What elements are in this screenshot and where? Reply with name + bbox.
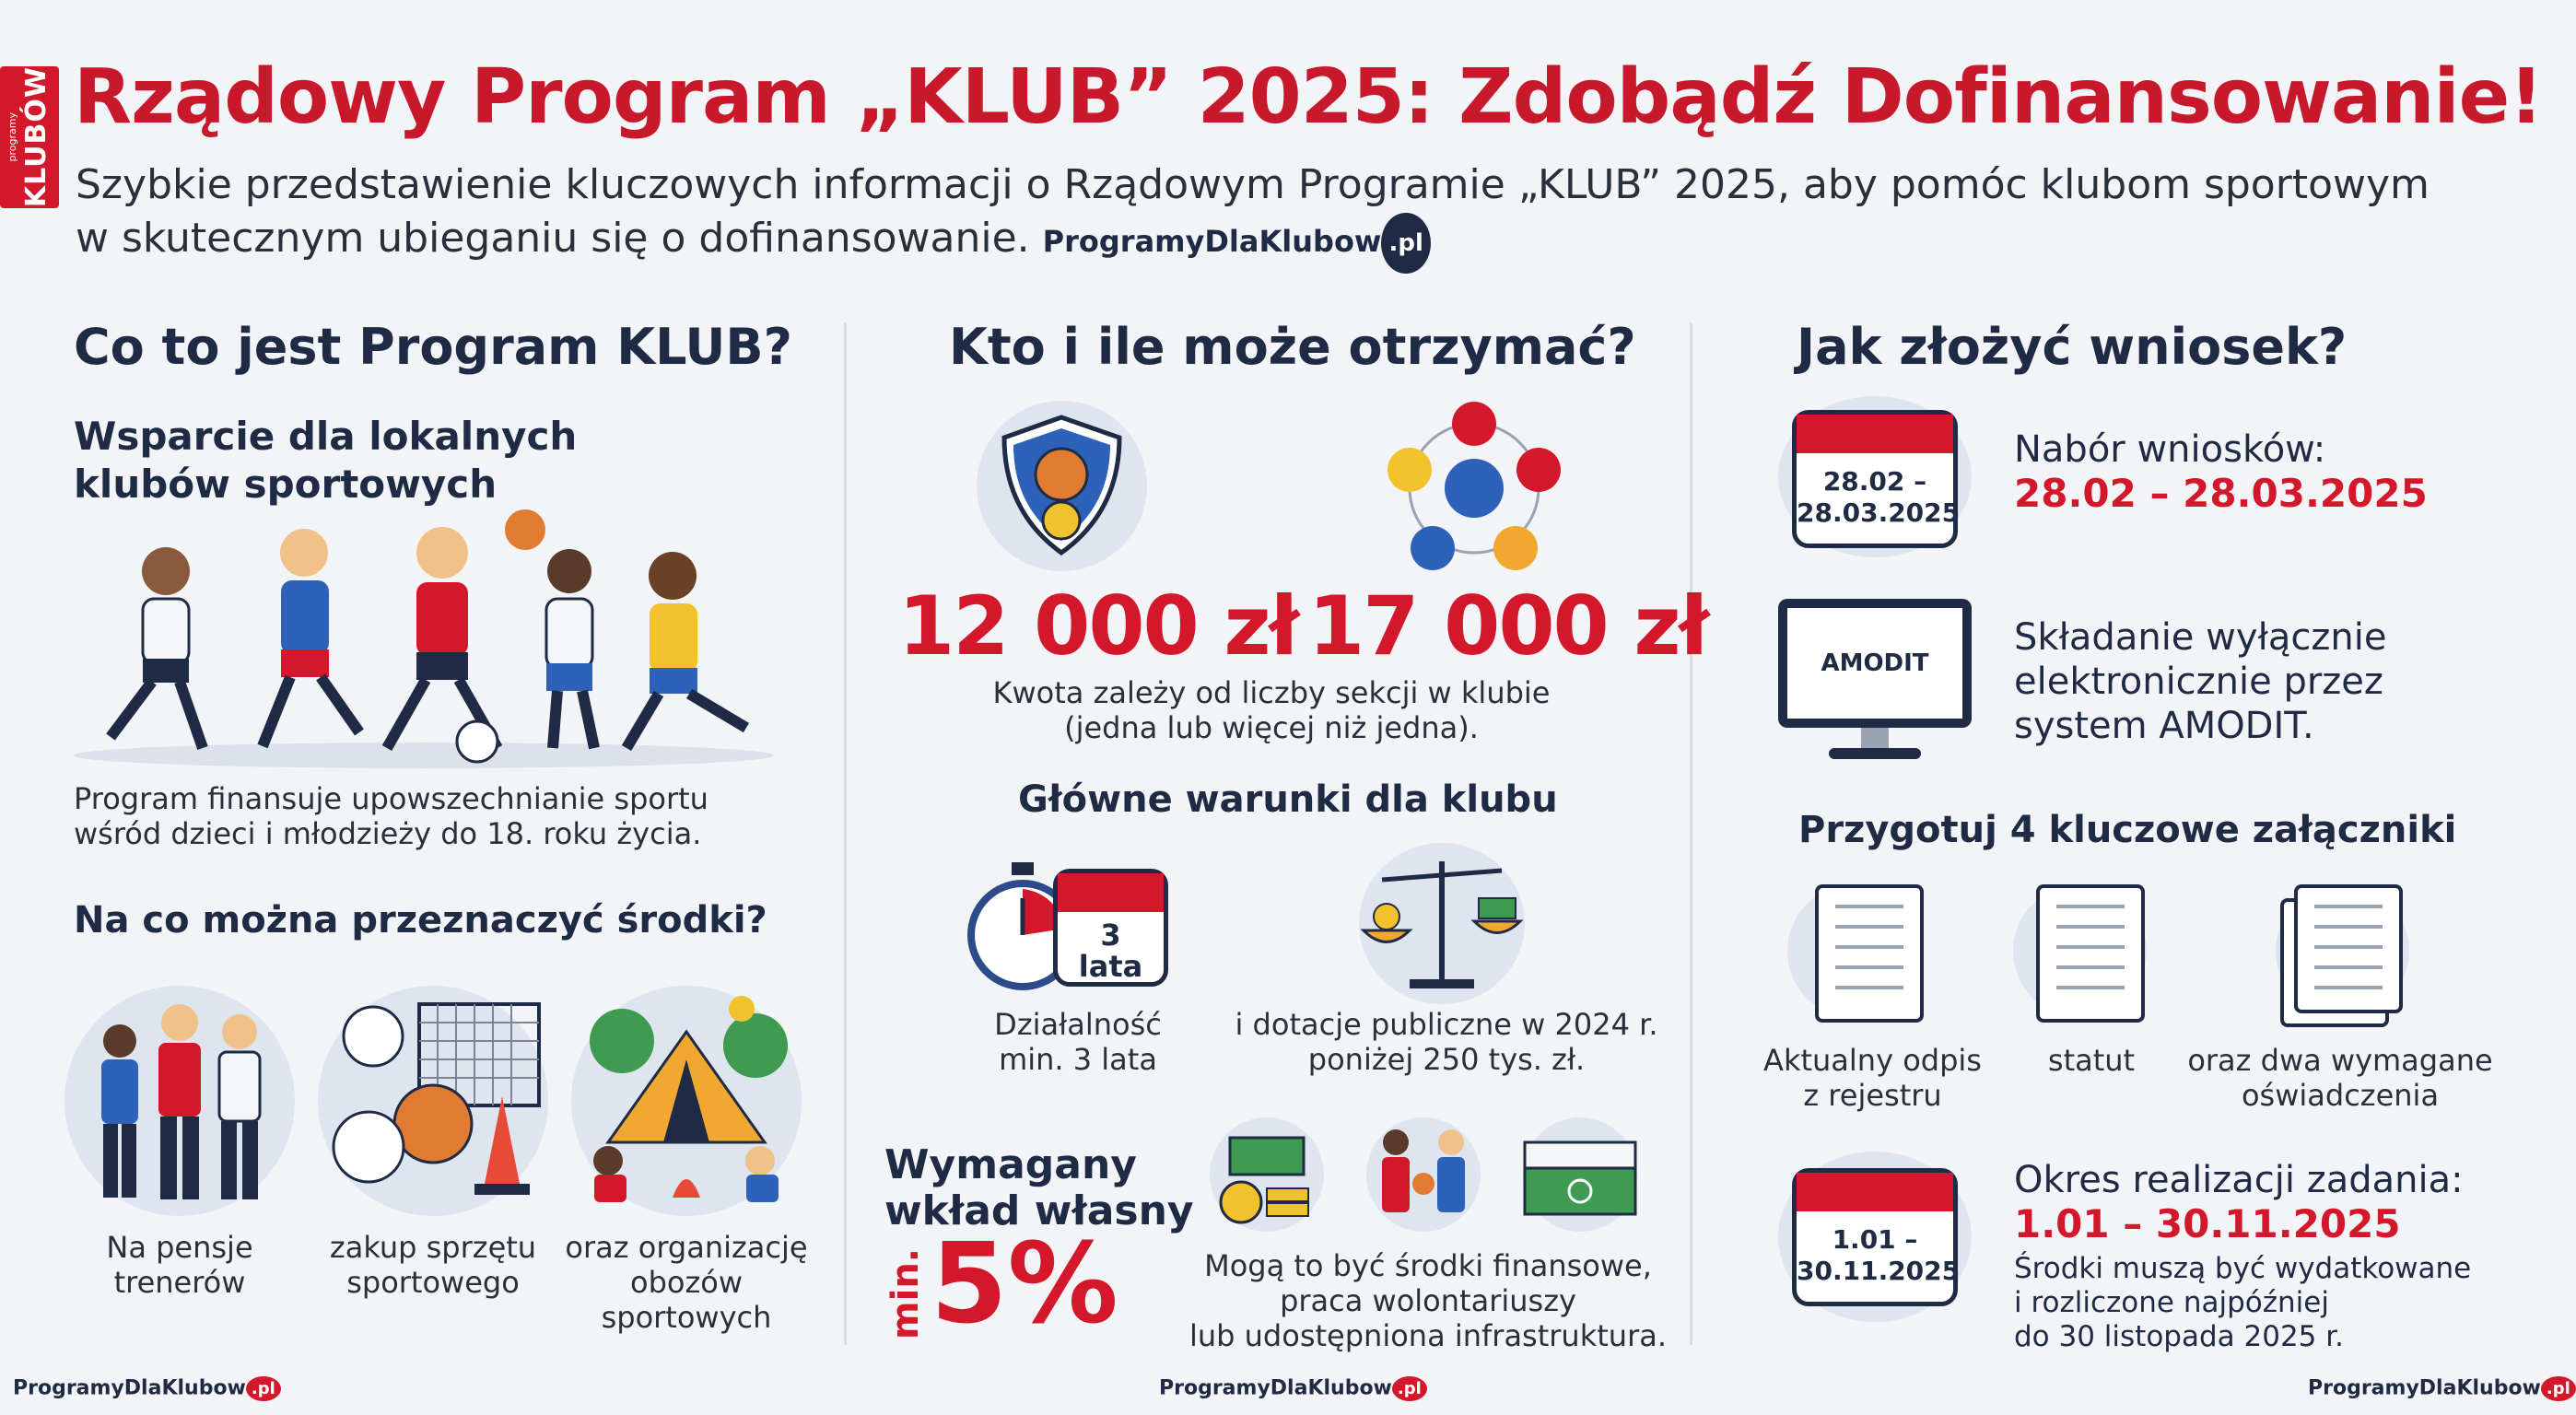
footer-brand-right[interactable]: [2308, 1376, 2576, 1401]
header-brand[interactable]: [1043, 224, 1431, 259]
contribution-note-line-2: praca wolontariuszy: [1280, 1283, 1576, 1318]
contribution-note-line-3: lub udostępniona infrastruktura.: [1188, 1318, 1667, 1353]
cal1-line-2: 28.03.2025: [1797, 497, 1961, 528]
attachments-heading: Przygotuj 4 kluczowe załączniki: [1798, 809, 2457, 851]
doc-2-line-1: statut: [2047, 1043, 2136, 1078]
header-brand-name: ProgramyDlaKlubow: [1042, 224, 1382, 259]
realization-label: Okres realizacji zadania:: [2014, 1159, 2464, 1201]
funds-heading: Na co można przeznaczyć środki?: [74, 899, 767, 941]
col1-subheading-line-1: Wsparcie dla lokalnych: [74, 414, 578, 459]
doc-3-line-1: oraz dwa wymagane: [2187, 1043, 2493, 1078]
col1-subheading: [74, 413, 577, 509]
page-title: Rządowy Program „KLUB” 2025: Zdobądź Dofinansowanie!: [74, 53, 2543, 141]
calendar-number: 3: [1100, 918, 1121, 953]
doc-1-line-2: z rejestru: [1803, 1078, 1942, 1113]
footer-brand-center-name: ProgramyDlaKlubow: [1159, 1376, 1392, 1400]
condition-activity: [958, 1007, 1198, 1077]
realization-note-line-1: Środki muszą być wydatkowane: [2014, 1252, 2472, 1285]
own-heading-line-2: wkład własny: [884, 1187, 1194, 1234]
fund-item-2-line-2: sportowego: [346, 1265, 520, 1300]
subtitle-line-2: [76, 212, 2434, 274]
header-brand-tld: .pl: [1381, 213, 1430, 274]
doc-1-line-1: Aktualny odpis: [1763, 1043, 1982, 1078]
realization-note-line-2: i rozliczone najpóźniej: [2014, 1286, 2329, 1319]
side-logo-text: KLUBÓW: [20, 66, 53, 208]
footer-brand-left-tld: .pl: [246, 1376, 281, 1401]
fund-item-coaches: [64, 1230, 295, 1300]
cal2-line-2: 30.11.2025: [1797, 1256, 1961, 1286]
kid-3-icon: [387, 527, 498, 762]
page-subtitle: [76, 158, 2434, 274]
realization-dates: 1.01 – 30.11.2025: [2014, 1201, 2401, 1246]
contribution-note: [1188, 1248, 1668, 1353]
statute-document-icon: [2036, 884, 2145, 1023]
recruitment-dates: 28.02 – 28.03.2025: [2014, 471, 2428, 516]
contribution-note-line-1: Mogą to być środki finansowe,: [1204, 1248, 1652, 1283]
recruitment-calendar: [1792, 410, 1961, 548]
fund-item-3-line-2: obozów: [629, 1265, 743, 1300]
col2-heading: Kto i ile może otrzymać?: [949, 318, 1636, 376]
own-min-label: min.: [884, 1248, 927, 1340]
col1-desc-line-1: Program finansuje upowszechnianie sportu: [74, 781, 708, 816]
side-logo: [0, 66, 59, 208]
realization-info: [2014, 1159, 2471, 1354]
multi-sport-icon: [1382, 396, 1566, 580]
footer-brand-center[interactable]: [1159, 1376, 1427, 1401]
own-heading-line-1: Wymagany: [884, 1141, 1137, 1188]
col3-heading: Jak złożyć wniosek?: [1797, 318, 2348, 376]
condition-2-line-1: i dotacje publiczne w 2024 r.: [1235, 1007, 1658, 1042]
footer-brand-right-tld: .pl: [2541, 1376, 2576, 1401]
amount-note: [903, 675, 1640, 745]
subtitle-line-1: Szybkie przedstawienie kluczowych informacji o Rządowym Programie „KLUB” 2025, aby pomóc klubom sportowym: [76, 161, 2430, 208]
submission-line-1: Składanie wyłącznie: [2014, 616, 2387, 659]
doc-3-line-2: oświadczenia: [2241, 1078, 2440, 1113]
submission-info: [2014, 615, 2386, 748]
three-years-calendar: [1053, 869, 1168, 987]
calendar-word: lata: [1078, 949, 1143, 984]
footer-brand-left[interactable]: [13, 1376, 281, 1401]
coaches-icon: [64, 986, 295, 1216]
cal1-line-1: 28.02 –: [1822, 466, 1927, 497]
scales-money-icon: [1359, 843, 1525, 1004]
sports-equipment-icon: [318, 986, 548, 1216]
col1-subheading-line-2: klubów sportowych: [74, 462, 498, 507]
fund-item-3-line-1: oraz organizację: [565, 1230, 808, 1265]
kid-1-icon: [111, 547, 203, 748]
condition-1-line-1: Działalność: [994, 1007, 1162, 1042]
cal2-line-1: 1.01 –: [1832, 1224, 1918, 1255]
amount-note-line-2: (jedna lub więcej niż jedna).: [1064, 710, 1479, 745]
footer-brand-left-name: ProgramyDlaKlubow: [13, 1376, 246, 1400]
fund-item-equipment: [309, 1230, 557, 1300]
recruitment-info: [2014, 428, 2428, 516]
amodit-logo: AMODIT: [1821, 649, 1929, 677]
fund-item-2-line-1: zakup sprzętu: [329, 1230, 537, 1265]
amount-note-line-1: Kwota zależy od liczby sekcji w klubie: [992, 675, 1551, 710]
doc-registry-label: [1751, 1043, 1995, 1113]
column-divider-2: [1690, 322, 1692, 1345]
footer-brand-right-name: ProgramyDlaKlubow: [2308, 1376, 2541, 1400]
realization-calendar: [1792, 1168, 1961, 1306]
registry-document-icon: [1815, 884, 1924, 1023]
fund-item-3-line-3: sportowych: [601, 1300, 772, 1335]
kid-5-icon: [626, 552, 746, 748]
amount-one-section: 12 000 zł: [898, 579, 1298, 673]
fund-item-1-line-2: trenerów: [113, 1265, 246, 1300]
kid-4-icon: [505, 509, 594, 748]
kid-2-icon: [263, 529, 359, 746]
side-logo-small: programy: [6, 112, 18, 162]
subtitle-line-2-text: w skutecznym ubieganiu się o dofinansowanie.: [76, 215, 1030, 262]
col1-desc-line-2: wśród dzieci i młodzieży do 18. roku życia.: [74, 816, 702, 851]
fund-item-1-line-1: Na pensje: [106, 1230, 253, 1265]
col1-heading: Co to jest Program KLUB?: [74, 318, 792, 376]
doc-declarations-label: [2184, 1043, 2497, 1113]
footer-brand-center-tld: .pl: [1392, 1376, 1427, 1401]
sports-camp-icon: [571, 986, 802, 1216]
submission-line-3: system AMODIT.: [2014, 705, 2314, 747]
realization-note: [2014, 1252, 2471, 1354]
own-percent: 5%: [931, 1221, 1118, 1349]
shield-ball-icon: [977, 401, 1147, 571]
doc-statute-label: [1999, 1043, 2184, 1078]
fund-item-camps: [553, 1230, 820, 1335]
kids-sport-illustration: [64, 507, 783, 774]
declaration-document-icon: [2294, 884, 2403, 1013]
submission-line-2: elektronicznie przez: [2014, 661, 2383, 703]
condition-1-line-2: min. 3 lata: [999, 1042, 1157, 1077]
amount-multi-section: 17 000 zł: [1308, 579, 1708, 673]
contribution-types-icons: [1202, 1115, 1645, 1234]
column-divider-1: [844, 322, 847, 1345]
realization-note-line-3: do 30 listopada 2025 r.: [2014, 1320, 2344, 1353]
amodit-monitor-icon: [1778, 599, 1972, 769]
col1-description: [74, 781, 708, 851]
conditions-heading: Główne warunki dla klubu: [1018, 778, 1558, 821]
recruitment-label: Nabór wniosków:: [2014, 428, 2326, 471]
condition-2-line-2: poniżej 250 tys. zł.: [1307, 1042, 1586, 1077]
condition-public-grants: [1235, 1007, 1658, 1077]
